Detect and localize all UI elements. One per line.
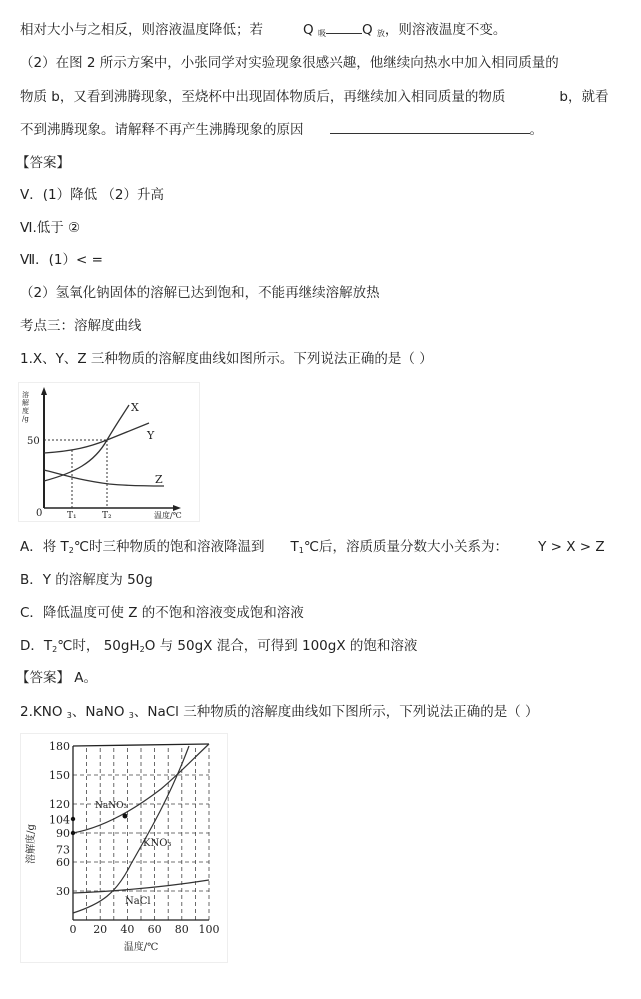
label-x: X (131, 401, 139, 414)
tick-50: 50 (27, 436, 40, 447)
label-nano3: NaNO₃ (95, 801, 128, 811)
y-label: 解 (22, 399, 29, 407)
text: ℃后，溶质质量分数大小关系为： (303, 539, 509, 555)
tick-t2: T₂ (102, 511, 112, 521)
subscript: 2 (52, 645, 58, 654)
figure-1-solubility-chart (18, 382, 200, 522)
text: ℃时， 50gH (57, 638, 140, 654)
text: Q (303, 22, 314, 38)
x-tick-label: 40 (120, 923, 135, 936)
answer-blank[interactable] (326, 21, 362, 34)
label-kno3: KNO₃ (143, 838, 172, 849)
x-tick-label: 80 (174, 923, 189, 936)
y-label: 度 (22, 407, 29, 415)
answer-5: Ⅴ．(1）降低 （2）升高 (20, 187, 164, 203)
subscript: 2 (139, 645, 145, 654)
y-tick-label: 60 (56, 856, 70, 869)
answer-6: Ⅵ.低于 ② (20, 220, 81, 236)
answer-blank[interactable] (330, 121, 530, 134)
option-a (20, 538, 605, 560)
subscript: 2 (68, 546, 74, 555)
y-tick-label: 30 (56, 885, 70, 898)
option-c: C．降低温度可使 Z 的不饱和溶液变成饱和溶液 (20, 605, 304, 621)
text: Y > X > Z (538, 539, 605, 555)
curve-kno3 (73, 746, 189, 913)
y-tick-label: 180 (49, 740, 70, 753)
answer-8: （2）氢氧化钠固体的溶解已达到饱和，不能再继续溶解放热 (20, 285, 380, 301)
tick-origin: 0 (36, 508, 43, 519)
text-line-4 (20, 121, 543, 139)
curve-x (44, 405, 129, 481)
text: ℃时三种物质的饱和溶液降温到 (73, 539, 265, 555)
x-tick-label: 0 (69, 923, 77, 936)
y-tick-label: 90 (56, 827, 70, 840)
y-tick-label: 120 (49, 798, 70, 811)
point-104 (71, 817, 75, 821)
text: 不到沸腾现象。请解释不再产生沸腾现象的原因 (20, 122, 304, 138)
point-nano3-40 (123, 814, 128, 819)
x-label: 温度/℃ (154, 511, 182, 520)
text: Q (361, 22, 373, 38)
x-label: 温度/℃ (123, 942, 159, 953)
x-tick-label: 20 (93, 923, 108, 936)
text: T (290, 539, 299, 555)
label-nacl: NaCl (125, 896, 151, 907)
subscript: 3 (128, 711, 134, 720)
text: 相对大小与之相反，则溶液温度降低；若 (20, 22, 263, 38)
label-y: Y (147, 429, 155, 442)
tick-t1: T₁ (67, 511, 77, 521)
answer-label: 【答案】 (16, 155, 70, 171)
subscript: 放 (376, 29, 385, 38)
y-axis-arrow (41, 387, 47, 395)
text: 。 (529, 122, 543, 138)
y-label: 溶 (22, 391, 29, 399)
curve-z (44, 470, 164, 486)
top-border (73, 744, 209, 746)
text: O 与 50gX 混合，可得到 100gX 的饱和溶液 (144, 638, 418, 654)
text: A．将 T (20, 539, 69, 555)
option-b: B．Y 的溶解度为 50g (20, 572, 153, 588)
y-tick-label: 150 (49, 769, 70, 782)
y-label: /g (22, 415, 29, 423)
text-line-2: （2）在图 2 所示方案中，小张同学对实验现象很感兴趣，他继续向热水中加入相同质量的 (20, 55, 559, 71)
curve-y (44, 423, 149, 453)
question-1: 1.X、Y、Z 三种物质的溶解度曲线如图所示。下列说法正确的是（ ） (20, 351, 433, 367)
text: 、NaCl 三种物质的溶解度曲线如下图所示，下列说法正确的是（ ） (133, 704, 539, 720)
topic-heading: 考点三：溶解度曲线 (20, 318, 142, 334)
point-73 (71, 831, 75, 835)
text: 物质 b，又看到沸腾现象，至烧杯中出现固体物质后，再继续加入相同质量的物质 (20, 89, 506, 105)
answer-7: Ⅶ．(1）< = (20, 252, 103, 268)
figure-2-solubility-chart (20, 733, 228, 963)
subscript: 1 (298, 546, 304, 555)
y-label: 溶解度/g (26, 824, 37, 864)
label-z: Z (155, 473, 163, 486)
text: 、NaNO (71, 704, 125, 720)
text-line-3 (20, 88, 608, 106)
y-tick-label: 104 (49, 813, 70, 827)
text: b，就看 (559, 89, 609, 105)
x-tick-label: 100 (198, 923, 220, 936)
text: D．T (20, 638, 53, 654)
option-d (20, 637, 417, 659)
subscript: 吸 (317, 29, 326, 38)
text: 2.KNO (20, 704, 63, 720)
text-line-1 (20, 21, 506, 43)
question-2 (20, 703, 539, 725)
x-tick-label: 60 (147, 923, 162, 936)
answer-1: 【答案】 A。 (16, 670, 98, 686)
subscript: 3 (66, 711, 72, 720)
y-tick-label: 73 (56, 843, 70, 857)
text: ，则溶液温度不变。 (384, 22, 507, 38)
